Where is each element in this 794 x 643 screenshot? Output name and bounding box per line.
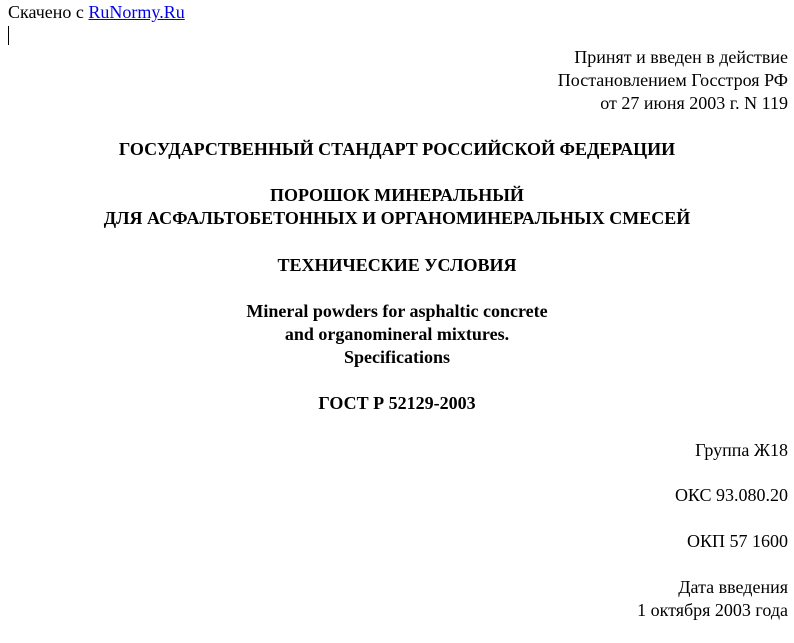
product-title bbox=[0, 184, 794, 230]
english-title-line-2: and organomineral mixtures. bbox=[284, 324, 510, 344]
group-code: Группа Ж18 bbox=[695, 440, 788, 460]
english-title-line-3: Specifications bbox=[344, 347, 450, 367]
adoption-line-3: от 27 июня 2003 г. N 119 bbox=[600, 93, 788, 113]
product-title-line-2: ДЛЯ АСФАЛЬТОБЕТОННЫХ И ОРГАНОМИНЕРАЛЬНЫХ СМЕСЕЙ bbox=[103, 208, 691, 228]
product-title-line-1: ПОРОШОК МИНЕРАЛЬНЫЙ bbox=[270, 185, 524, 205]
standard-number: ГОСТ Р 52129-2003 bbox=[318, 393, 476, 413]
text-cursor bbox=[8, 26, 9, 45]
adoption-note bbox=[558, 46, 788, 115]
oks-code: ОКС 93.080.20 bbox=[674, 485, 788, 505]
standard-type-heading: ГОСУДАРСТВЕННЫЙ СТАНДАРТ РОССИЙСКОЙ ФЕДЕРАЦИИ bbox=[118, 139, 676, 159]
source-line bbox=[8, 1, 185, 24]
english-title-line-1: Mineral powders for asphaltic concrete bbox=[246, 301, 548, 321]
introduction-date-label: Дата введения bbox=[678, 577, 788, 597]
okp-code: ОКП 57 1600 bbox=[686, 531, 788, 551]
source-prefix: Скачено с bbox=[8, 2, 84, 22]
adoption-line-1: Принят и введен в действие bbox=[574, 47, 788, 67]
introduction-date bbox=[637, 576, 788, 622]
source-link[interactable]: RuNormy.Ru bbox=[88, 2, 185, 22]
english-title bbox=[0, 300, 794, 369]
introduction-date-value: 1 октября 2003 года bbox=[637, 600, 788, 620]
subtitle-ru: ТЕХНИЧЕСКИЕ УСЛОВИЯ bbox=[277, 255, 517, 275]
adoption-line-2: Постановлением Госстроя РФ bbox=[557, 70, 788, 90]
